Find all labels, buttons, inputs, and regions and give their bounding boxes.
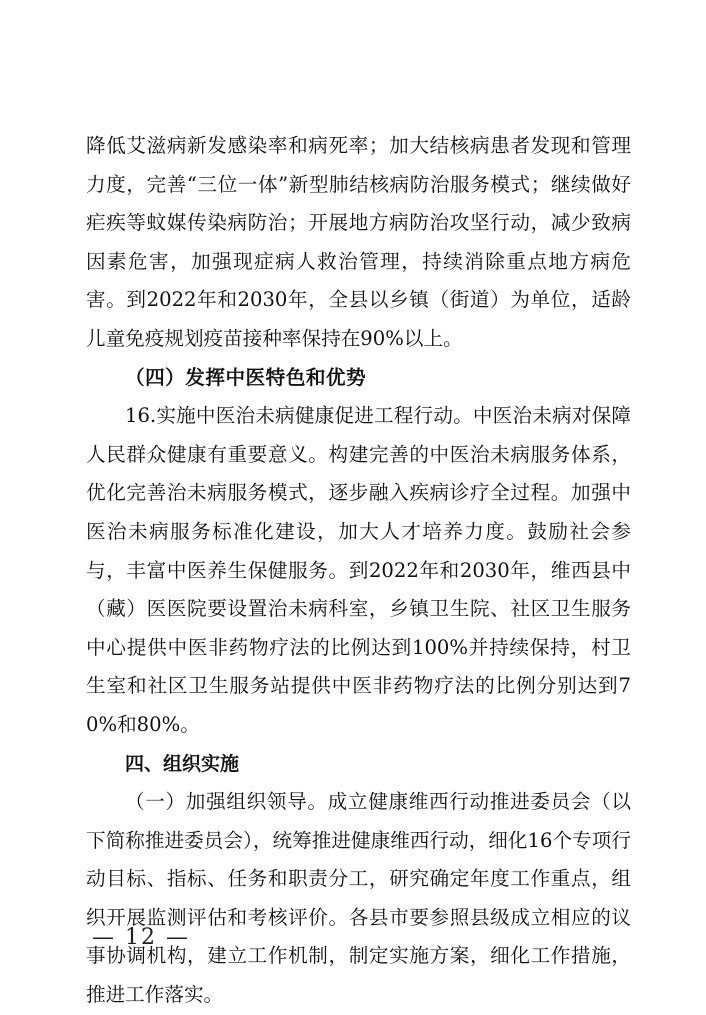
subsection-heading-tcm: （四）发挥中医特色和优势 xyxy=(125,365,367,389)
page-number: — 12 — xyxy=(92,925,190,950)
paragraph-disease-control: 降低艾滋病新发感染率和病死率；加大结核病患者发现和管理力度，完善“三位一体”新型肺结核病防治服务模式；继续做好疟疾等蚊媒传染病防治；开展地方病防治攻坚行动，减少致病因素危害，加强现症病人救治管理，持续消除重点地方病危害。到2022年和2030年，全县以乡镇（街道）为单位，适龄儿童免疫规划疫苗接种率保持在90%以上。 xyxy=(86,134,631,350)
paragraph-organization-leadership: （一）加强组织领导。成立健康维西行动推进委员会（以下简称推进委员会），统筹推进健康维西行动，细化16个专项行动目标、指标、任务和职责分工，研究确定年度工作重点，组织开展监测评估和考核评价。各县市要参照县级成立相应的议事协调机构，建立工作机制，制定实施方案，细化工作措施，推进工作落实。 xyxy=(86,790,631,1007)
section-heading-implementation: 四、组织实施 xyxy=(125,752,240,775)
paragraph-tcm-prevention: 16.实施中医治未病健康促进工程行动。中医治未病对保障人民群众健康有重要意义。构建完善的中医治未病服务体系，优化完善治未病服务模式，逐步融入疾病诊疗全过程。加强中医治未病服务标准化建设，加大人才培养力度。鼓励社会参与，丰富中医养生保健服务。到2022年和2030年，维西县中（藏）医医院要设置治未病科室，乡镇卫生院、社区卫生服务中心提供中医非药物疗法的比例达到100%并持续保持，村卫生室和社区卫生服务站提供中医非药物疗法的比例分别达到70%和80%。 xyxy=(86,404,631,736)
document-body xyxy=(86,127,631,1015)
